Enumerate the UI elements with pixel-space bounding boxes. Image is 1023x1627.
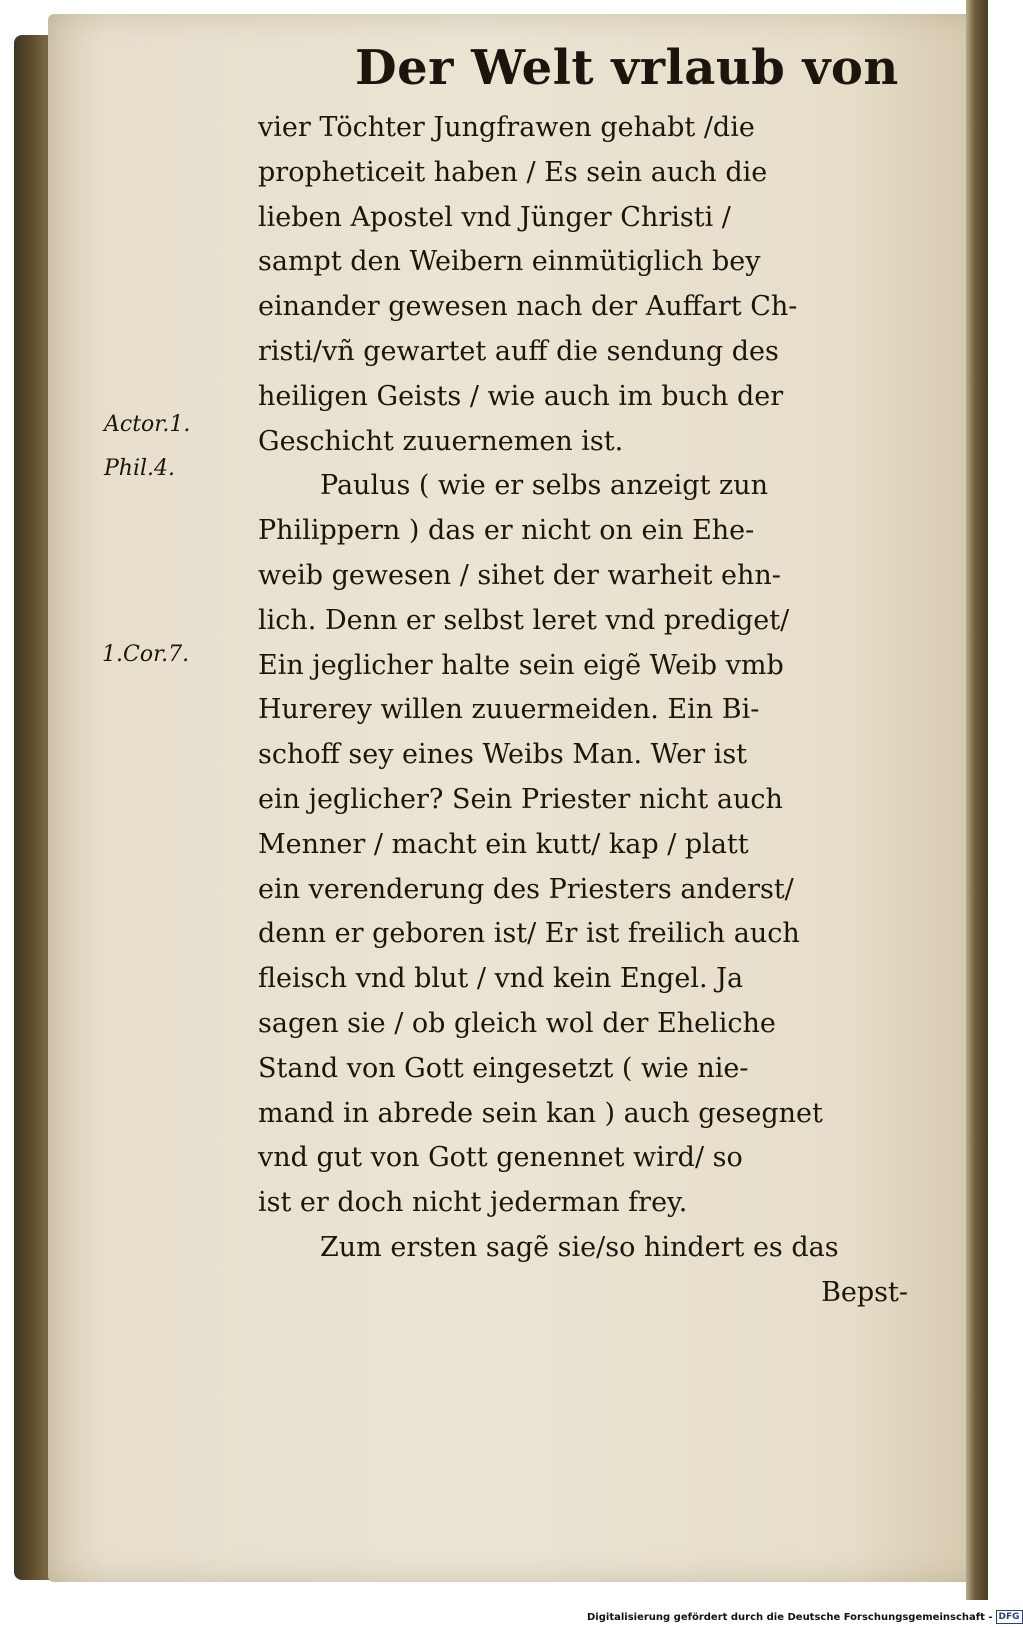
digitization-credit: [587, 1610, 1023, 1626]
text-line: ein jeglicher? Sein Priester nicht auch: [258, 783, 783, 815]
text-line: Menner / macht ein kutt/ kap / platt: [258, 828, 749, 860]
text-line: propheticeit haben / Es sein auch die: [258, 156, 768, 188]
margin-note-philippians: Phil.4.: [104, 456, 176, 481]
text-line: Ein jeglicher halte sein eigẽ Weib vmb: [258, 649, 784, 681]
margin-note-acts: Actor.1.: [104, 412, 191, 437]
text-line: Paulus ( wie er selbs anzeigt zun: [320, 470, 769, 502]
text-line: risti/vñ gewartet auff die sendung des: [258, 335, 779, 367]
margin-note-corinthians: 1.Cor.7.: [102, 642, 190, 667]
text-line: lich. Denn er selbst leret vnd prediget/: [258, 604, 790, 636]
text-line: mand in abrede sein kan ) auch gesegnet: [258, 1097, 823, 1129]
body-text: [258, 106, 918, 1316]
dfg-logo: DFG: [996, 1610, 1023, 1624]
text-line: Philippern ) das er nicht on ein Ehe-: [258, 515, 755, 547]
text-line: Hurerey willen zuuermeiden. Ein Bi-: [258, 694, 760, 726]
text-line: sagen sie / ob gleich wol der Eheliche: [258, 1007, 776, 1039]
text-line: schoff sey eines Weibs Man. Wer ist: [258, 739, 748, 771]
text-line: vier Töchter Jungfrawen gehabt /die: [258, 112, 755, 143]
credit-text: Digitalisierung gefördert durch die Deutsche Forschungsgemeinschaft -: [587, 1612, 993, 1623]
text-line: weib gewesen / sihet der warheit ehn-: [258, 559, 781, 591]
text-line: sampt den Weibern einmütiglich bey: [258, 246, 761, 278]
text-line: lieben Apostel vnd Jünger Christi /: [258, 201, 731, 233]
text-line: heiligen Geists / wie auch im buch der: [258, 380, 784, 412]
text-line: denn er geboren ist/ Er ist freilich auch: [258, 918, 800, 950]
catchword: Bepst-: [821, 1276, 908, 1308]
text-line: ist er doch nicht jederman frey.: [258, 1187, 688, 1219]
text-line: Zum ersten sagẽ sie/so hindert es das: [320, 1231, 839, 1263]
running-head: Der Welt vrlaub von: [355, 40, 899, 96]
text-line: vnd gut von Gott genennet wird/ so: [258, 1142, 743, 1174]
text-line: Geschicht zuuernemen ist.: [258, 425, 624, 457]
text-line: ein verenderung des Priesters anderst/: [258, 873, 794, 905]
page-right-edge: [966, 0, 988, 1600]
text-line: fleisch vnd blut / vnd kein Engel. Ja: [258, 963, 744, 995]
text-line: einander gewesen nach der Auffart Ch-: [258, 291, 798, 323]
text-line: Stand von Gott eingesetzt ( wie nie-: [258, 1052, 749, 1084]
